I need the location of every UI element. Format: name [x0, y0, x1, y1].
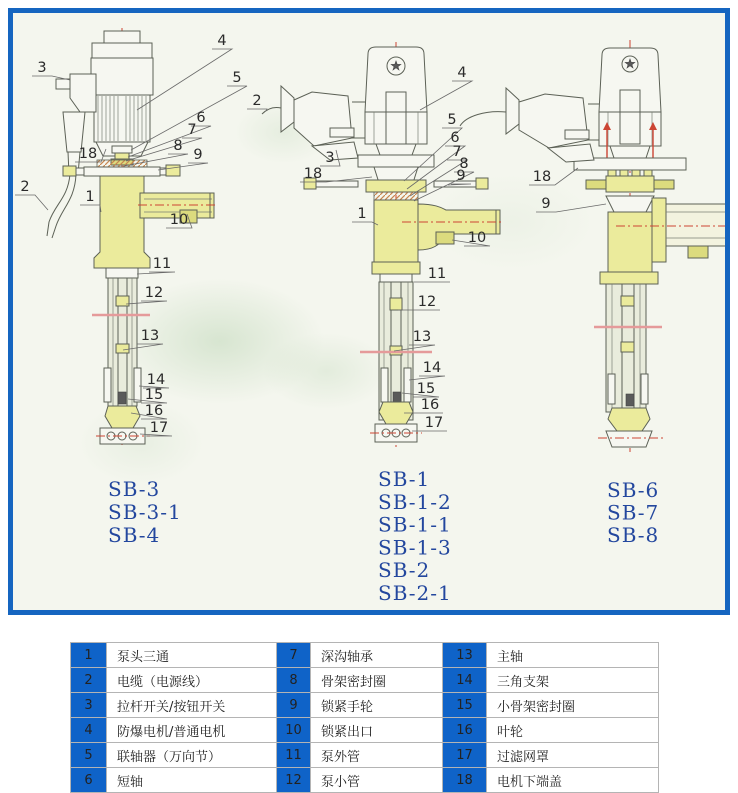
callout-label-12: 12 — [144, 285, 164, 301]
callout-label-11: 11 — [427, 266, 447, 282]
callout-leader-line — [137, 272, 175, 274]
callout-label-4: 4 — [457, 65, 467, 81]
callout-leader-line — [409, 376, 445, 380]
callout-label-13: 13 — [140, 328, 160, 344]
parts-table-row — [71, 743, 659, 768]
part-name-18: 电机下端盖 — [487, 768, 659, 793]
part-name-3: 拉杆开关/按钮开关 — [107, 693, 277, 718]
part-name-9: 锁紧手轮 — [311, 693, 443, 718]
part-number-3: 3 — [71, 693, 107, 718]
part-name-17: 过滤网罩 — [487, 743, 659, 768]
callout-label-2: 2 — [252, 93, 262, 109]
callout-label-18: 18 — [303, 166, 323, 182]
model-label-middle-3: SB-1-3 — [378, 535, 452, 560]
model-label-layer — [108, 467, 659, 605]
part-number-9: 9 — [277, 693, 311, 718]
part-number-12: 12 — [277, 768, 311, 793]
model-label-left-0: SB-3 — [108, 477, 161, 501]
callout-label-6: 6 — [196, 110, 206, 126]
part-name-15: 小骨架密封圈 — [487, 693, 659, 718]
model-label-middle-2: SB-1-1 — [378, 512, 452, 537]
callout-leader-line — [420, 81, 472, 110]
model-label-right-0: SB-6 — [607, 478, 660, 502]
pump-left-drawing — [47, 28, 218, 448]
part-number-14: 14 — [443, 668, 487, 693]
part-number-15: 15 — [443, 693, 487, 718]
callout-label-18: 18 — [78, 146, 98, 162]
part-number-18: 18 — [443, 768, 487, 793]
parts-table-row — [71, 693, 659, 718]
part-number-4: 4 — [71, 718, 107, 743]
part-name-4: 防爆电机/普通电机 — [107, 718, 277, 743]
callout-label-16: 16 — [144, 403, 164, 419]
callout-leader-line — [247, 109, 267, 111]
part-number-2: 2 — [71, 668, 107, 693]
callout-label-9: 9 — [541, 196, 551, 212]
part-number-8: 8 — [277, 668, 311, 693]
part-name-11: 泵外管 — [311, 743, 443, 768]
callout-label-9: 9 — [456, 168, 466, 184]
callout-label-5: 5 — [447, 112, 457, 128]
callout-label-15: 15 — [144, 387, 164, 403]
callout-label-6: 6 — [450, 130, 460, 146]
callout-label-12: 12 — [417, 294, 437, 310]
callout-label-8: 8 — [173, 138, 183, 154]
callout-label-5: 5 — [232, 70, 242, 86]
part-name-5: 联轴器（万向节） — [107, 743, 277, 768]
callout-label-13: 13 — [412, 329, 432, 345]
part-name-14: 三角支架 — [487, 668, 659, 693]
parts-table — [70, 642, 659, 793]
part-number-6: 6 — [71, 768, 107, 793]
callout-leader-line — [15, 195, 48, 210]
part-name-1: 泵头三通 — [107, 643, 277, 668]
callout-label-8: 8 — [459, 156, 469, 172]
callout-label-14: 14 — [146, 372, 166, 388]
parts-table-row — [71, 718, 659, 743]
pump-diagrams — [13, 13, 725, 610]
part-name-13: 主轴 — [487, 643, 659, 668]
model-label-middle-5: SB-2-1 — [378, 581, 452, 605]
part-number-10: 10 — [277, 718, 311, 743]
callout-label-15: 15 — [416, 381, 436, 397]
part-name-10: 锁紧出口 — [311, 718, 443, 743]
pump-middle-drawing — [262, 42, 502, 448]
callout-label-17: 17 — [149, 420, 169, 436]
callout-label-1: 1 — [85, 189, 95, 205]
diagram-frame — [8, 8, 730, 615]
parts-table-row — [71, 668, 659, 693]
callout-label-4: 4 — [217, 33, 227, 49]
part-number-17: 17 — [443, 743, 487, 768]
callout-label-3: 3 — [37, 60, 47, 76]
part-name-8: 骨架密封圈 — [311, 668, 443, 693]
part-number-13: 13 — [443, 643, 487, 668]
callout-label-10: 10 — [169, 212, 189, 228]
callout-label-2: 2 — [20, 179, 30, 195]
model-label-left-2: SB-4 — [108, 523, 161, 547]
parts-table-grid — [70, 642, 659, 793]
model-label-right-1: SB-7 — [607, 500, 660, 525]
part-name-2: 电缆（电源线） — [107, 668, 277, 693]
callout-label-9: 9 — [193, 147, 203, 163]
model-label-right-2: SB-8 — [607, 523, 660, 547]
parts-table-row — [71, 643, 659, 668]
callout-label-18: 18 — [532, 169, 552, 185]
model-label-middle-1: SB-1-2 — [378, 489, 452, 514]
model-label-middle-0: SB-1 — [378, 467, 431, 491]
model-label-middle-4: SB-2 — [378, 558, 431, 583]
callout-label-3: 3 — [325, 150, 335, 166]
part-number-7: 7 — [277, 643, 311, 668]
callout-label-10: 10 — [467, 230, 487, 246]
callout-label-7: 7 — [452, 144, 462, 160]
part-number-11: 11 — [277, 743, 311, 768]
callout-label-11: 11 — [152, 256, 172, 272]
model-label-left-1: SB-3-1 — [108, 500, 182, 524]
callout-label-17: 17 — [424, 415, 444, 431]
callout-label-7: 7 — [187, 122, 197, 138]
pump-right-drawing — [460, 40, 725, 452]
callout-label-1: 1 — [357, 206, 367, 222]
callout-leader-line — [80, 205, 101, 212]
part-number-5: 5 — [71, 743, 107, 768]
part-name-12: 泵小管 — [311, 768, 443, 793]
part-number-1: 1 — [71, 643, 107, 668]
part-name-16: 叶轮 — [487, 718, 659, 743]
part-number-16: 16 — [443, 718, 487, 743]
callout-label-14: 14 — [422, 360, 442, 376]
part-name-6: 短轴 — [107, 768, 277, 793]
callout-label-16: 16 — [420, 397, 440, 413]
part-name-7: 深沟轴承 — [311, 643, 443, 668]
parts-table-row — [71, 768, 659, 793]
